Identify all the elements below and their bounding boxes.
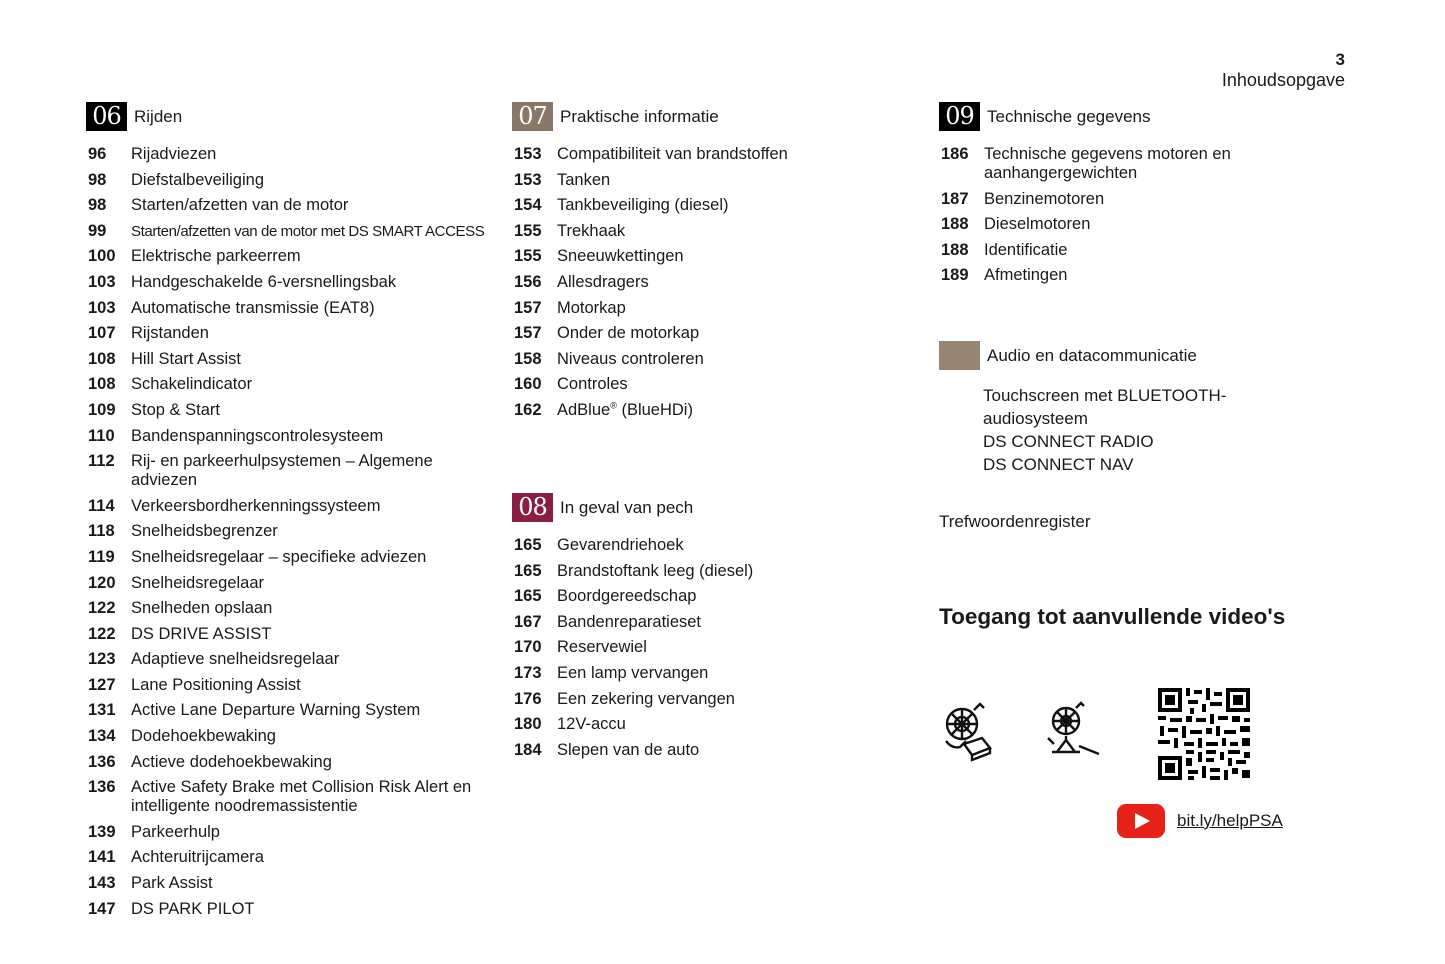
wheel-jack-icon[interactable] (1048, 703, 1099, 754)
toc-list-07-adblue (512, 401, 912, 420)
toc-page-number: 170 (514, 638, 542, 657)
toc-page-number: 165 (514, 587, 542, 606)
toc-entry-text: Stop & Start (131, 400, 220, 419)
toc-entry[interactable] (512, 664, 912, 683)
toc-entry-text: Sneeuwkettingen (557, 247, 684, 266)
toc-entry[interactable] (86, 247, 486, 266)
toc-page-number: 131 (88, 701, 116, 720)
toc-entry[interactable] (86, 900, 486, 919)
toc-entry-text: Dieselmotoren (984, 215, 1091, 234)
toc-entry-text: Benzinemotoren (984, 189, 1105, 208)
toc-page-number: 153 (514, 170, 542, 189)
toc-entry-text: Hill Start Assist (131, 349, 242, 368)
section-title-06: Rijden (134, 106, 183, 126)
adblue-name: AdBlue (557, 400, 611, 419)
tyre-repair-kit-icon[interactable] (946, 704, 990, 760)
section-header-09[interactable] (939, 102, 1339, 131)
toc-entry[interactable] (86, 401, 486, 420)
toc-page-number: 139 (88, 822, 116, 841)
toc-page-number: 114 (88, 496, 115, 515)
toc-page-number: 165 (514, 536, 542, 554)
toc-entry-text: Slepen van de auto (557, 740, 700, 759)
toc-entry[interactable] (512, 324, 912, 343)
toc-page-number: 127 (88, 675, 116, 694)
toc-entry-text: Een zekering vervangen (557, 689, 735, 708)
toc-page-number: 189 (941, 266, 969, 285)
toc-entry[interactable] (86, 497, 486, 516)
toc-entry[interactable] (86, 676, 486, 695)
toc-list-09 (939, 145, 1339, 285)
section-header-08[interactable] (512, 493, 693, 522)
toc-entry-text: Diefstalbeveiliging (131, 170, 264, 189)
page-number: 3 (1335, 50, 1345, 69)
toc-entry[interactable] (512, 375, 912, 394)
toc-entry-text: Elektrische parkeerrem (131, 247, 301, 266)
toc-entry[interactable] (86, 196, 486, 215)
toc-entry-text: Active Safety Brake met Collision Risk Alert en intelligente noodremassistentie (131, 778, 472, 816)
adblue-suffix: (BlueHDi) (616, 400, 693, 419)
toc-page-number: 157 (514, 324, 542, 343)
toc-entry[interactable] (86, 874, 486, 893)
toc-page-number: 110 (88, 426, 115, 445)
toc-entry-text: Onder de motorkap (557, 324, 700, 343)
toc-page-number: 98 (88, 170, 107, 189)
toc-entry-text: Adaptieve snelheidsregelaar (131, 650, 340, 669)
toc-entry-text: Brandstoftank leeg (diesel) (557, 561, 754, 580)
toc-entry[interactable] (86, 650, 486, 669)
toc-page-number: 136 (88, 752, 116, 771)
toc-page-number: 136 (88, 778, 116, 797)
toc-entry-text: Park Assist (131, 874, 213, 893)
toc-entry-text: Snelheidsbegrenzer (131, 522, 278, 541)
toc-entry-text: Reservewiel (557, 638, 647, 657)
toc-page-number: 112 (88, 452, 115, 471)
toc-page-number: 154 (514, 196, 542, 215)
toc-page-number: 100 (88, 247, 116, 266)
column-rijden (86, 102, 486, 925)
toc-page-number: 120 (88, 573, 116, 592)
toc-entry[interactable] (86, 452, 486, 490)
toc-entry-text: Bandenreparatieset (557, 612, 702, 631)
youtube-link-row[interactable] (1117, 804, 1283, 838)
toc-entry[interactable] (86, 324, 486, 343)
toc-entry[interactable] (512, 350, 912, 369)
toc-page-number: 109 (88, 400, 116, 419)
toc-entry-text: Motorkap (557, 298, 626, 317)
toc-page-number: 188 (941, 240, 969, 259)
toc-page-number: 188 (941, 215, 969, 234)
toc-entry[interactable] (86, 848, 486, 867)
toc-page-number: 173 (514, 663, 542, 682)
toc-entry[interactable] (86, 599, 486, 618)
toc-page-number: 99 (88, 221, 107, 240)
toc-entry-text: Rij- en parkeerhulpsystemen – Algemene adviezen (131, 452, 433, 490)
toc-page-number: 108 (88, 349, 116, 368)
column-technisch (939, 102, 1339, 630)
toc-entry[interactable] (512, 613, 912, 632)
toc-entry-text: Rijstanden (131, 324, 209, 343)
toc-entry-text: Parkeerhulp (131, 822, 220, 841)
toc-entry[interactable] (512, 536, 912, 555)
toc-page-number: 107 (88, 324, 116, 343)
toc-entry[interactable] (512, 401, 912, 420)
toc-entry[interactable] (512, 299, 912, 318)
registered-mark: ® (610, 400, 617, 411)
toc-list-06 (86, 145, 486, 919)
toc-entry[interactable] (86, 375, 486, 394)
toc-entry[interactable] (512, 690, 912, 709)
toc-entry[interactable] (512, 715, 912, 734)
toc-entry-text: Gevarendriehoek (557, 536, 684, 554)
section-badge-08: 08 (512, 493, 553, 522)
toc-entry-text: Technische gegevens motoren en aanhangergewichten (984, 145, 1231, 182)
toc-entry-text: Dodehoekbewaking (131, 727, 276, 746)
toc-entry-text: Rijadviezen (131, 145, 217, 163)
toc-entry[interactable] (86, 574, 486, 593)
toc-page-number: 176 (514, 689, 542, 708)
toc-entry-text: Trekhaak (557, 221, 626, 240)
toc-entry[interactable] (939, 190, 1339, 209)
toc-entry[interactable] (512, 247, 912, 266)
toc-entry[interactable] (86, 171, 486, 190)
toc-entry-text: DS PARK PILOT (131, 899, 255, 918)
toc-entry-text: Allesdragers (557, 272, 649, 291)
toc-entry-text: Handgeschakelde 6-versnellingsbak (131, 272, 397, 291)
toc-page-number: 184 (514, 740, 542, 759)
toc-page-number: 162 (514, 400, 542, 419)
toc-entry-text: Tankbeveiliging (diesel) (557, 196, 729, 215)
toc-entry-text: Lane Positioning Assist (131, 675, 301, 694)
toc-entry-text: Compatibiliteit van brandstoffen (557, 145, 788, 163)
toc-entry-text: Starten/afzetten van de motor met DS SMART ACCESS (131, 222, 485, 240)
column-praktisch (512, 102, 912, 759)
toc-page-number: 108 (88, 375, 116, 394)
section-header-07[interactable] (512, 102, 912, 131)
toc-entry[interactable] (939, 145, 1339, 183)
section-title-audio: Audio en datacommunicatie (987, 345, 1197, 365)
toc-entry[interactable] (512, 196, 912, 215)
page-title: Inhoudsopgave (1221, 70, 1345, 90)
toc-entry-text: Niveaus controleren (557, 349, 704, 368)
toc-page-number: 160 (514, 375, 542, 394)
toc-entry[interactable] (86, 427, 486, 446)
toc-entry[interactable] (512, 638, 912, 657)
toc-entry[interactable] (512, 171, 912, 190)
toc-entry[interactable] (86, 727, 486, 746)
toc-page-number: 186 (941, 145, 969, 163)
section-badge-audio (939, 341, 980, 370)
toc-page-number: 157 (514, 298, 542, 317)
toc-page-number: 187 (941, 189, 969, 208)
video-icons (944, 686, 1264, 786)
toc-entry-text: 12V-accu (557, 715, 626, 734)
toc-page-number: 155 (514, 221, 542, 240)
toc-entry[interactable] (512, 587, 912, 606)
toc-entry-text: Snelheidsregelaar (131, 573, 265, 592)
section-title-07: Praktische informatie (560, 106, 719, 126)
toc-entry-text: DS DRIVE ASSIST (131, 624, 272, 643)
toc-page-number: 122 (88, 599, 116, 618)
toc-entry[interactable] (512, 562, 912, 581)
toc-entry[interactable] (86, 753, 486, 772)
toc-entry-text: Een lamp vervangen (557, 663, 709, 682)
toc-entry[interactable] (86, 222, 486, 241)
toc-entry[interactable] (512, 273, 912, 292)
toc-entry[interactable] (86, 778, 486, 816)
toc-entry-text: Bandenspanningscontrolesysteem (131, 426, 384, 445)
youtube-icon[interactable] (1117, 804, 1165, 838)
toc-entry[interactable] (939, 241, 1339, 260)
toc-entry-text: Snelheidsregelaar – specifieke adviezen (131, 547, 427, 566)
page-header (1222, 50, 1345, 91)
toc-page-number: 103 (88, 298, 116, 317)
toc-page-number: 156 (514, 272, 542, 291)
qr-code-icon[interactable] (1156, 686, 1252, 782)
toc-page-number: 165 (514, 561, 542, 580)
toc-list-08 (512, 536, 912, 766)
toc-entry[interactable] (86, 625, 486, 644)
toc-page-number: 155 (514, 247, 542, 266)
toc-entry[interactable] (939, 215, 1339, 234)
toc-entry-text: Starten/afzetten van de motor (131, 196, 349, 215)
toc-entry-text: Achteruitrijcamera (131, 848, 264, 867)
toc-page-number: 167 (514, 612, 542, 631)
toc-entry-text: Automatische transmissie (EAT8) (131, 298, 375, 317)
toc-entry-text (557, 401, 912, 420)
toc-entry[interactable] (512, 222, 912, 241)
section-header-06[interactable] (86, 102, 486, 131)
help-video-link[interactable]: bit.ly/helpPSA (1177, 811, 1283, 830)
toc-entry[interactable] (939, 266, 1339, 285)
toc-page-number: 143 (88, 874, 116, 893)
toc-entry-text: Active Lane Departure Warning System (131, 701, 421, 720)
toc-entry-text: Snelheden opslaan (131, 599, 273, 618)
toc-page-number: 180 (514, 715, 542, 734)
section-badge-07: 07 (512, 102, 553, 131)
toc-list-07 (512, 145, 912, 394)
toc-entry[interactable] (512, 741, 912, 760)
toc-page-number: 153 (514, 145, 542, 163)
toc-entry[interactable] (86, 350, 486, 369)
toc-page-number: 98 (88, 196, 107, 215)
section-title-08: In geval van pech (560, 497, 694, 517)
toc-entry-text: Identificatie (984, 240, 1068, 259)
audio-item[interactable]: DS CONNECT NAV (983, 455, 1134, 475)
toc-page-number: 119 (88, 547, 115, 566)
section-badge-09: 09 (939, 102, 980, 131)
toc-entry-text: Afmetingen (984, 266, 1068, 285)
toc-page-number: 147 (88, 899, 116, 918)
section-header-audio[interactable] (939, 341, 1339, 370)
toc-entry-text: Verkeersbordherkenningssysteem (131, 496, 381, 515)
toc-entry-text: Actieve dodehoekbewaking (131, 752, 332, 771)
audio-list (983, 384, 1339, 476)
toc-page-number: 141 (88, 848, 116, 867)
toc-entry[interactable] (86, 701, 486, 720)
toc-page-number: 134 (88, 727, 116, 746)
index-link[interactable]: Trefwoordenregister (939, 512, 1091, 532)
toc-entry[interactable] (86, 273, 486, 292)
toc-entry[interactable] (86, 823, 486, 842)
toc-entry[interactable] (86, 548, 486, 567)
toc-page-number: 123 (88, 650, 116, 669)
toc-entry[interactable] (86, 145, 486, 164)
section-title-09: Technische gegevens (987, 106, 1151, 126)
toc-entry-text: Tanken (557, 170, 611, 189)
audio-item[interactable]: Touchscreen met BLUETOOTH-audiosysteem (983, 386, 1227, 429)
section-badge-06: 06 (86, 102, 127, 131)
videos-title: Toegang tot aanvullende video's (939, 604, 1286, 630)
audio-item[interactable]: DS CONNECT RADIO (983, 432, 1154, 452)
toc-entry[interactable] (512, 145, 912, 164)
toc-entry-text: Boordgereedschap (557, 587, 697, 606)
toc-entry[interactable] (86, 299, 486, 318)
toc-page-number: 118 (88, 522, 115, 541)
toc-page-number: 96 (88, 145, 107, 163)
toc-entry-text: Schakelindicator (131, 375, 253, 394)
toc-page-number: 158 (514, 349, 542, 368)
toc-entry[interactable] (86, 522, 486, 541)
toc-page-number: 122 (88, 624, 116, 643)
toc-entry-text: Controles (557, 375, 628, 394)
toc-page-number: 103 (88, 272, 116, 291)
